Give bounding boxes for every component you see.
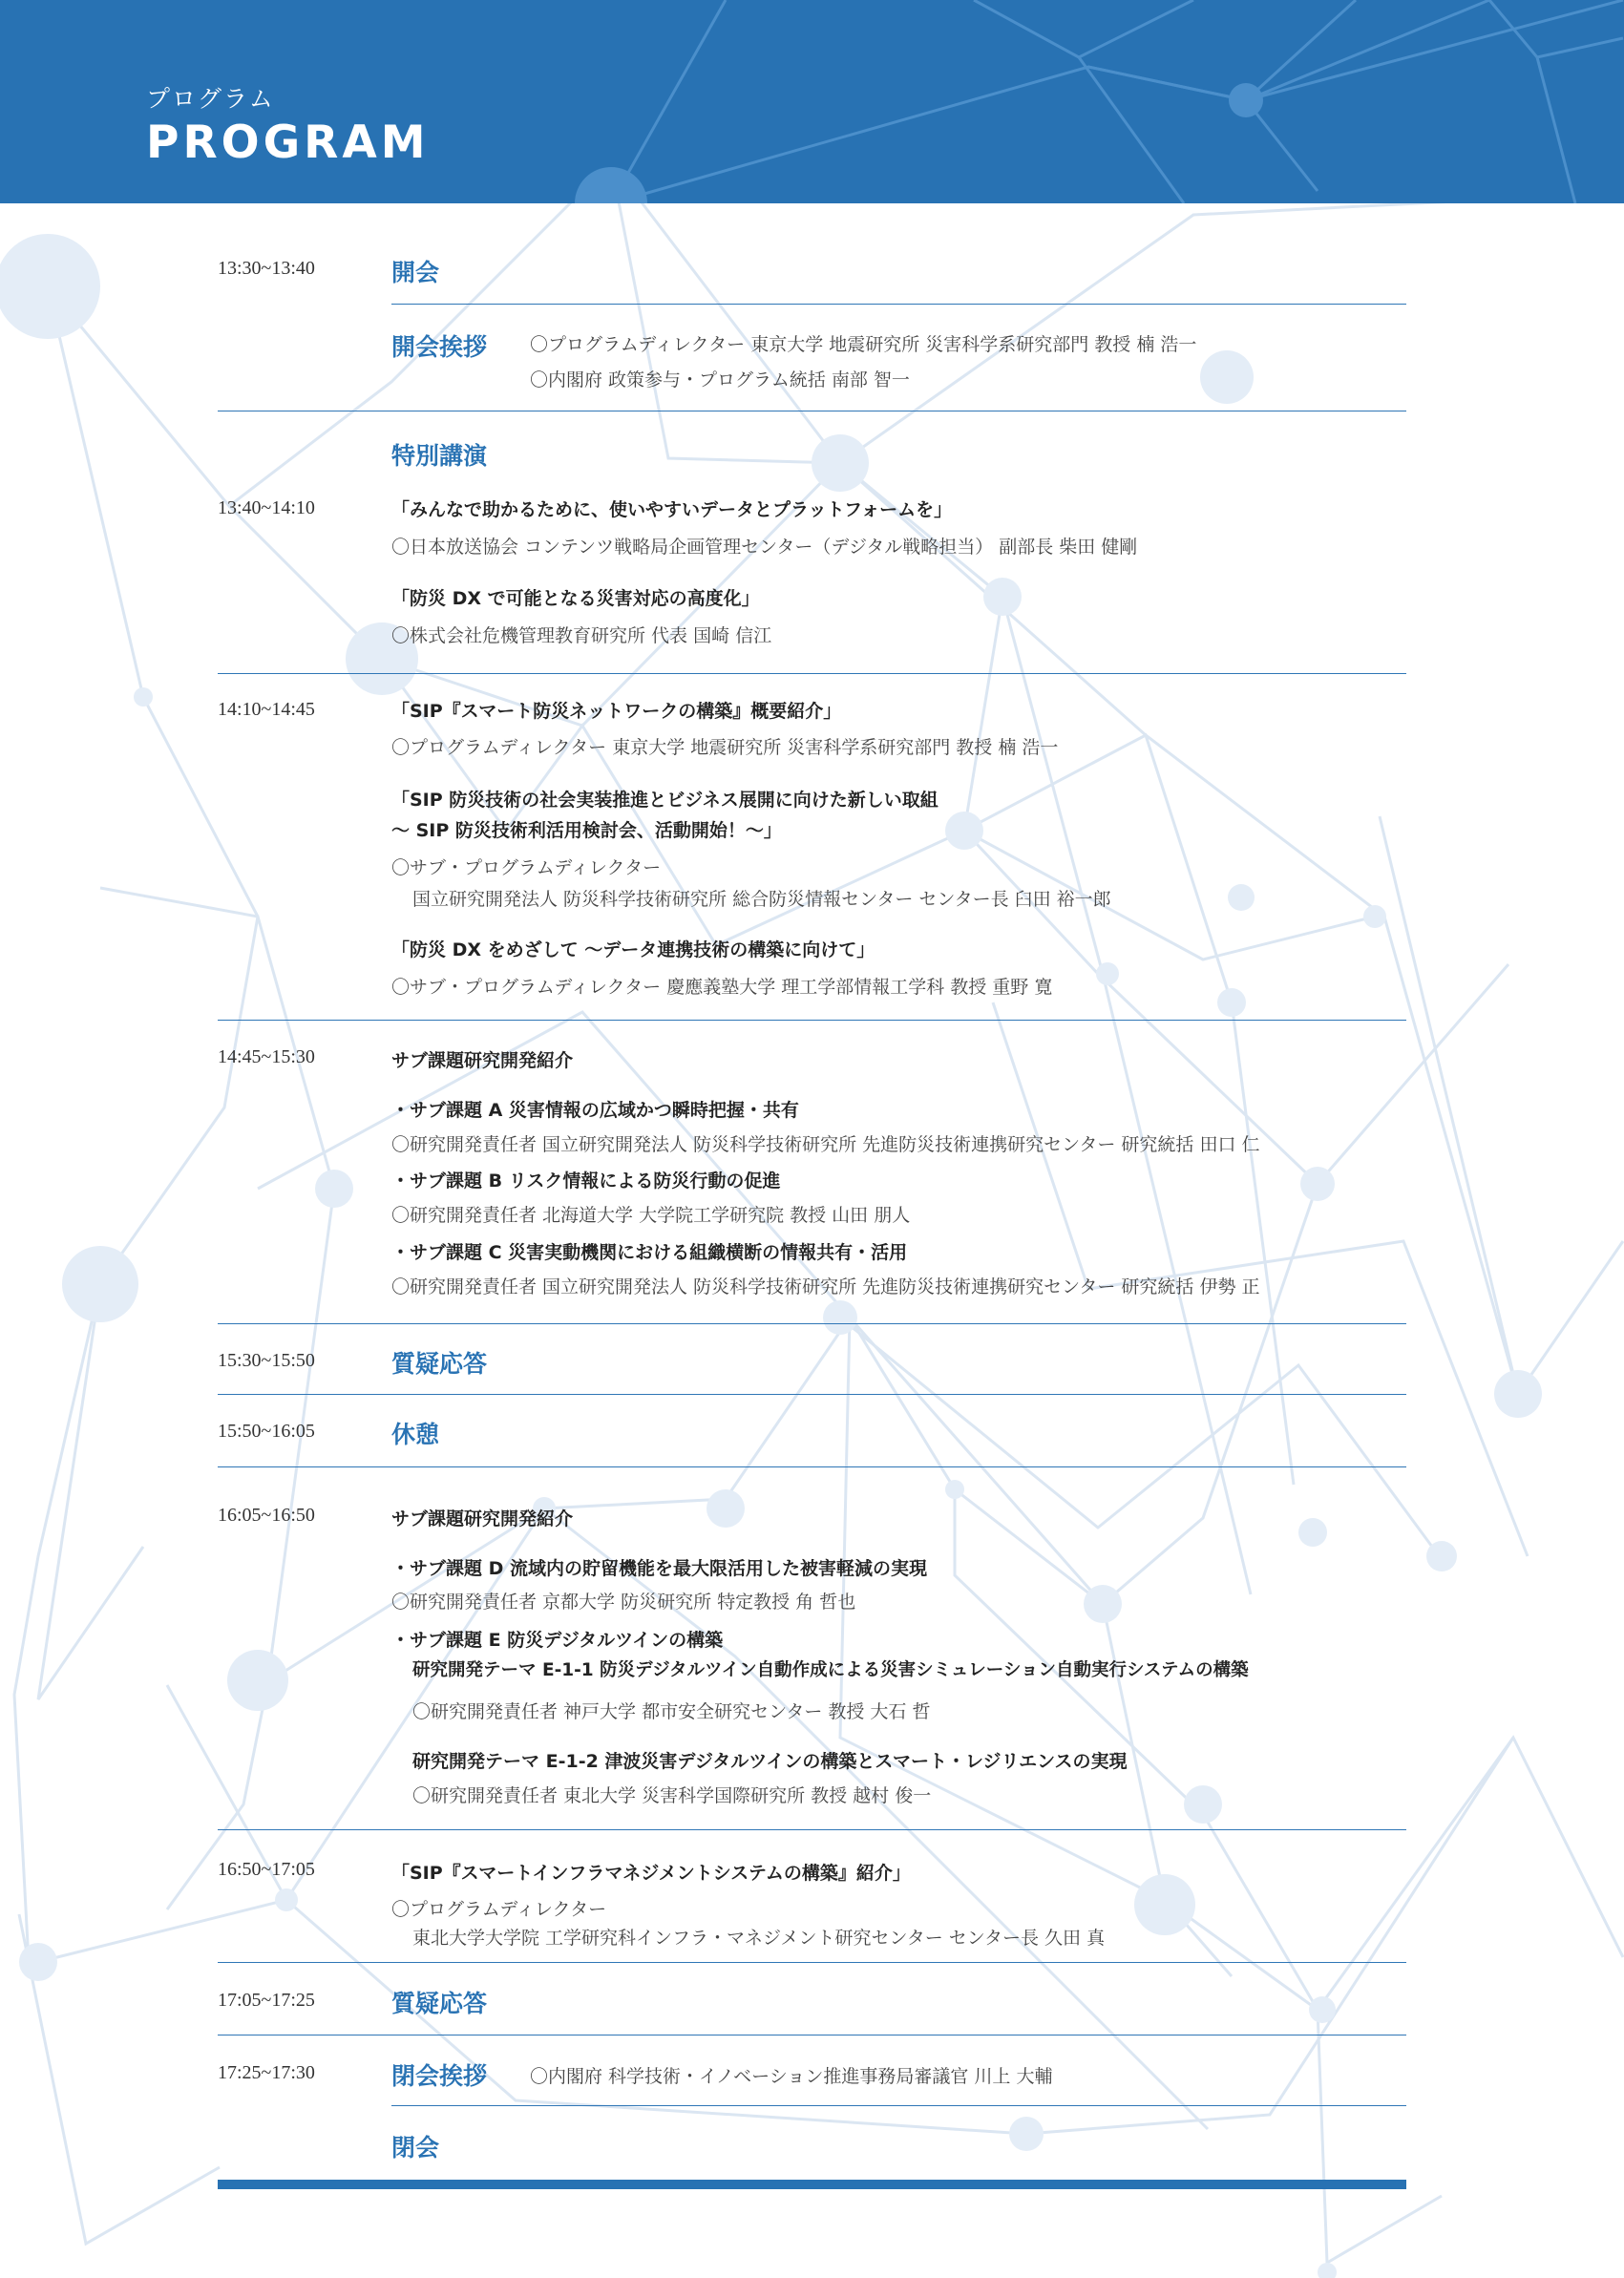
time-slot: 16:50~17:05	[218, 1859, 315, 1880]
speaker: 〇サブ・プログラムディレクター	[391, 857, 662, 878]
talk-title-line2: ～ SIP 防災技術利活用検討会、活動開始！～」	[391, 820, 782, 841]
header-title: PROGRAM	[146, 116, 430, 169]
speaker: 〇研究開発責任者 国立研究開発法人 防災科学技術研究所 先進防災技術連携研究センター 研究統括 田口 仁	[391, 1134, 1260, 1155]
section-opening-remarks: 開会挨拶	[391, 333, 488, 361]
time-slot: 13:30~13:40	[218, 258, 315, 279]
speaker: 〇プログラムディレクター 東京大学 地震研究所 災害科学系研究部門 教授 楠 浩一	[530, 334, 1197, 355]
subtopic-title: ・サブ課題 E 防災デジタルツインの構築	[391, 1630, 724, 1651]
speaker: 〇内閣府 科学技術・イノベーション推進事務局審議官 川上 大輔	[530, 2066, 1053, 2087]
speaker: 〇株式会社危機管理教育研究所 代表 国崎 信江	[391, 625, 772, 646]
speaker-affiliation: 東北大学大学院 工学研究科インフラ・マネジメント研究センター センター長 久田 真	[412, 1928, 1106, 1949]
time-slot: 15:50~16:05	[218, 1421, 315, 1442]
speaker: 〇研究開発責任者 東北大学 災害科学国際研究所 教授 越村 俊一	[412, 1785, 932, 1806]
speaker: 〇研究開発責任者 京都大学 防災研究所 特定教授 角 哲也	[391, 1592, 856, 1613]
section-special-lecture: 特別講演	[391, 442, 488, 470]
speaker-affiliation: 国立研究開発法人 防災科学技術研究所 総合防災情報センター センター長 臼田 裕一郎	[412, 889, 1111, 910]
speaker: 〇研究開発責任者 北海道大学 大学院工学研究院 教授 山田 朋人	[391, 1205, 911, 1226]
section-closing-remarks: 閉会挨拶	[391, 2062, 488, 2090]
time-slot: 14:45~15:30	[218, 1046, 315, 1067]
section-break: 休憩	[391, 1421, 440, 1448]
talk-title: 「みんなで助かるために、使いやすいデータとプラットフォームを」	[391, 499, 953, 520]
subtopic-heading: サブ課題研究開発紹介	[391, 1508, 574, 1529]
section-qa: 質疑応答	[391, 1350, 488, 1378]
speaker: 〇日本放送協会 コンテンツ戦略局企画管理センター（デジタル戦略担当） 副部長 柴田 健剛	[391, 537, 1138, 558]
section-opening: 開会	[391, 259, 440, 286]
subtopic-title: ・サブ課題 B リスク情報による防災行動の促進	[391, 1171, 781, 1192]
divider	[391, 304, 1406, 305]
research-theme: 研究開発テーマ E-1-1 防災デジタルツイン自動作成による災害シミュレーション自動実行システムの構築	[412, 1660, 1249, 1680]
research-theme: 研究開発テーマ E-1-2 津波災害デジタルツインの構築とスマート・レジリエンスの実現	[412, 1751, 1128, 1772]
divider	[218, 673, 1406, 674]
time-slot: 17:05~17:25	[218, 1990, 315, 2011]
section-closing: 閉会	[391, 2134, 440, 2162]
talk-title: 「防災 DX をめざして ～データ連携技術の構築に向けて」	[391, 939, 875, 960]
divider	[218, 1394, 1406, 1395]
bottom-rule	[218, 2180, 1406, 2189]
subtopic-heading: サブ課題研究開発紹介	[391, 1050, 574, 1071]
talk-title: 「SIP『スマート防災ネットワークの構築』概要紹介」	[391, 701, 842, 722]
talk-title: 「SIP『スマートインフラマネジメントシステムの構築』紹介」	[391, 1863, 911, 1884]
time-slot: 16:05~16:50	[218, 1505, 315, 1526]
time-slot: 15:30~15:50	[218, 1350, 315, 1371]
speaker: 〇内閣府 政策参与・プログラム統括 南部 智一	[530, 369, 910, 390]
section-qa: 質疑応答	[391, 1990, 488, 2017]
divider	[218, 1020, 1406, 1021]
subtopic-title: ・サブ課題 C 災害実動機関における組織横断の情報共有・活用	[391, 1242, 908, 1263]
speaker: 〇プログラムディレクター	[391, 1899, 607, 1920]
speaker: 〇研究開発責任者 国立研究開発法人 防災科学技術研究所 先進防災技術連携研究センター 研究統括 伊勢 正	[391, 1276, 1260, 1297]
divider	[218, 1323, 1406, 1324]
speaker: 〇サブ・プログラムディレクター 慶應義塾大学 理工学部情報工学科 教授 重野 寛	[391, 977, 1053, 998]
divider	[218, 1829, 1406, 1830]
header-subtitle: プログラム	[146, 85, 275, 113]
divider	[391, 2105, 1406, 2106]
time-slot: 17:25~17:30	[218, 2062, 315, 2083]
divider	[218, 1466, 1406, 1467]
talk-title: 「防災 DX で可能となる災害対応の高度化」	[391, 588, 760, 609]
divider	[218, 1962, 1406, 1963]
time-slot: 14:10~14:45	[218, 699, 315, 720]
speaker: 〇研究開発責任者 神戸大学 都市安全研究センター 教授 大石 哲	[412, 1701, 931, 1722]
subtopic-title: ・サブ課題 A 災害情報の広域かつ瞬時把握・共有	[391, 1100, 799, 1121]
speaker: 〇プログラムディレクター 東京大学 地震研究所 災害科学系研究部門 教授 楠 浩一	[391, 737, 1059, 758]
talk-title: 「SIP 防災技術の社会実装推進とビジネス展開に向けた新しい取組	[391, 790, 939, 811]
subtopic-title: ・サブ課題 D 流域内の貯留機能を最大限活用した被害軽減の実現	[391, 1558, 928, 1579]
time-slot: 13:40~14:10	[218, 497, 315, 518]
